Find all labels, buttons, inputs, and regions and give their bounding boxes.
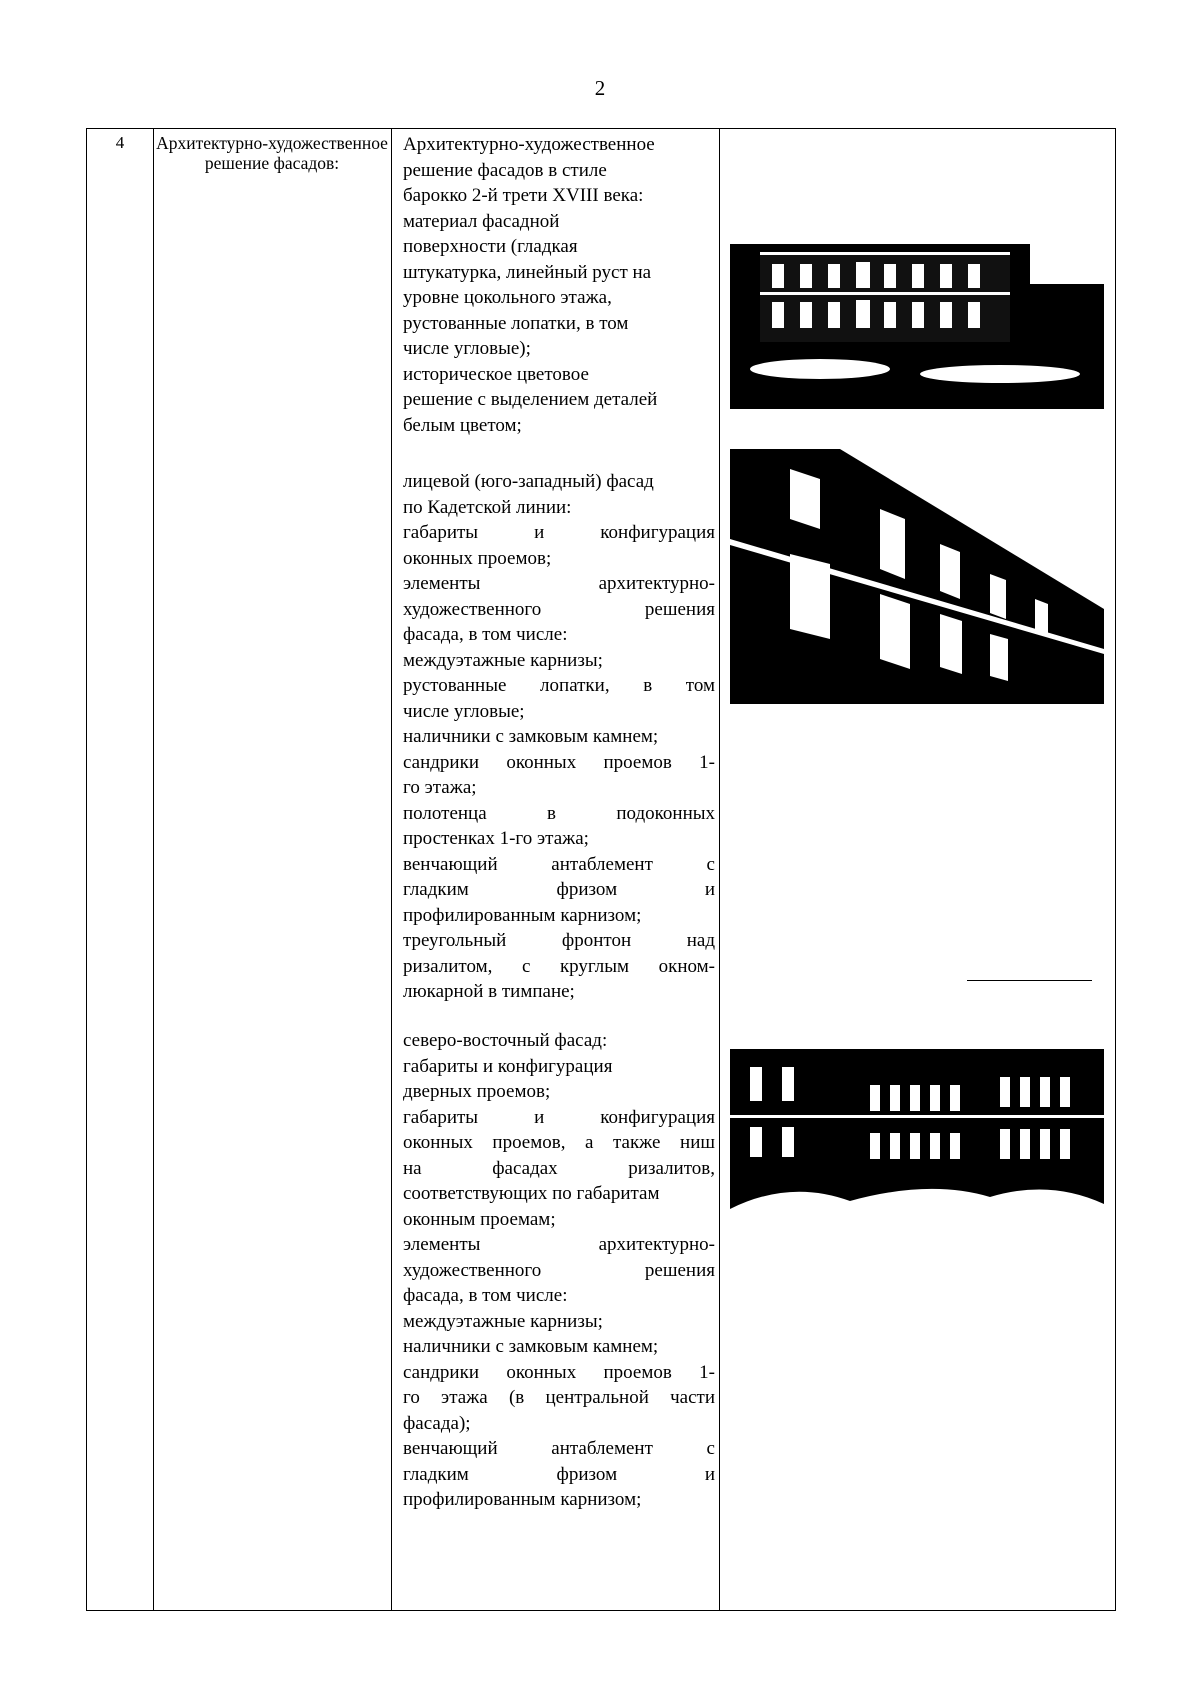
description-line: междуэтажные карнизы; [403, 649, 603, 671]
table-column-divider [391, 129, 392, 1610]
description-line: простенках 1-го этажа; [403, 828, 589, 849]
description-line: венчающий антаблемент с [403, 853, 715, 875]
description-line: го этажа; [403, 777, 477, 798]
description-line: полотенца в подоконных [403, 802, 715, 824]
description-line: историческое цветовое [403, 363, 589, 385]
facade-photo-general [730, 174, 1104, 409]
description-line: люкарной в тимпане; [403, 981, 575, 1002]
description-line: на фасадах ризалитов, [403, 1157, 715, 1179]
description-line: числе угловые; [403, 700, 525, 722]
description-line: сандрики оконных проемов 1- [403, 1361, 715, 1383]
description-line: оконных проемов; [403, 547, 552, 569]
description-line: наличники с замковым камнем; [403, 1336, 659, 1357]
description-line: габариты и конфигурация [403, 1055, 613, 1077]
description-line: художественного решения [403, 1259, 715, 1281]
description-line: профилированным карнизом; [403, 904, 642, 926]
facade-photo-southwest-image [730, 449, 1104, 704]
table-column-divider [719, 129, 720, 1610]
description-line: поверхности (гладкая [403, 236, 578, 257]
description-line: фасада); [403, 1412, 471, 1434]
description-line: северо-восточный фасад: [403, 1030, 608, 1051]
facade-photo-general-image [730, 174, 1104, 409]
description-line: Архитектурно-художественное [403, 134, 655, 155]
description-line: решение фасадов в стиле [403, 159, 607, 181]
description-line: венчающий антаблемент с [403, 1438, 715, 1459]
description-line: элементы архитектурно- [403, 573, 715, 594]
decorative-line [967, 980, 1092, 981]
description-line: соответствующих по габаритам [403, 1183, 660, 1204]
description-line: наличники с замковым камнем; [403, 726, 659, 747]
description-section-northeast-facade [403, 1028, 715, 1513]
page-number: 2 [594, 76, 606, 100]
description-section-materials [403, 132, 715, 438]
description-line: оконным проемам; [403, 1208, 556, 1230]
description-line: оконных проемов, а также ниш [403, 1132, 715, 1153]
row-number: 4 [115, 133, 125, 152]
table-column-divider [153, 129, 154, 1610]
document-table [86, 128, 1116, 1611]
description-line: ризалитом, с круглым окном- [403, 955, 715, 977]
description-line: решение с выделением деталей [403, 389, 658, 410]
description-line: фасада, в том числе: [403, 624, 568, 645]
description-line: габариты и конфигурация [403, 522, 715, 543]
description-line: числе угловые); [403, 338, 531, 359]
description-line: штукатурка, линейный руст на [403, 261, 652, 283]
description-line: междуэтажные карнизы; [403, 1310, 603, 1332]
facade-photo-northeast [730, 1029, 1104, 1254]
description-line: профилированным карнизом; [403, 1489, 642, 1510]
description-line: фасада, в том числе: [403, 1285, 568, 1306]
description-line: го этажа (в центральной части [403, 1387, 715, 1408]
description-line: дверных проемов; [403, 1081, 551, 1102]
description-line: рустованные лопатки, в том [403, 675, 715, 696]
description-line: уровне цокольного этажа, [403, 287, 612, 308]
description-line: треугольный фронтон над [403, 930, 715, 951]
facade-photo-southwest [730, 449, 1104, 704]
description-line: гладким фризом и [403, 1463, 715, 1485]
description-line: лицевой (юго-западный) фасад [403, 471, 654, 492]
description-line: элементы архитектурно- [403, 1234, 715, 1255]
description-line: по Кадетской линии: [403, 496, 572, 518]
facade-photo-northeast-image [730, 1029, 1104, 1254]
row-title: Архитектурно-художественное решение фасадов: [156, 133, 388, 173]
description-line: рустованные лопатки, в том [403, 312, 629, 334]
description-line: материал фасадной [403, 210, 560, 232]
description-line: белым цветом; [403, 414, 522, 436]
description-line: гладким фризом и [403, 879, 715, 900]
description-line: художественного решения [403, 598, 715, 620]
description-section-southwest-facade [403, 469, 715, 1005]
description-line: барокко 2-й трети XVIII века: [403, 185, 644, 206]
description-line: сандрики оконных проемов 1- [403, 751, 715, 773]
description-line: габариты и конфигурация [403, 1106, 715, 1128]
